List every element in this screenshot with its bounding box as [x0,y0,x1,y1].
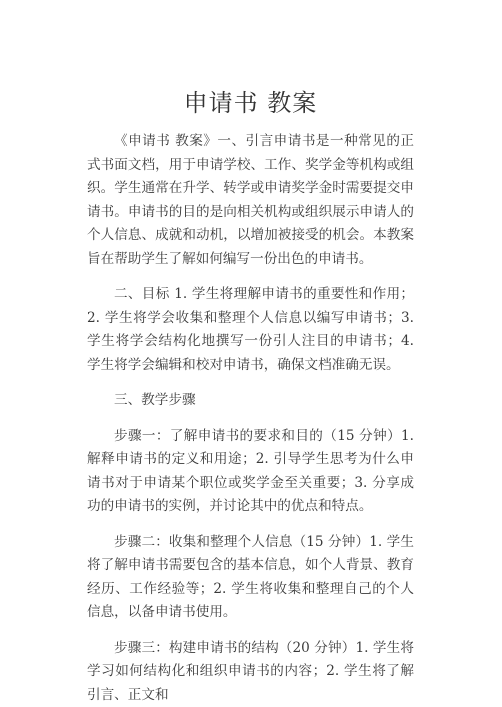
section-heading-teaching-steps: 三、教学步骤 [87,389,414,413]
paragraph-introduction: 《申请书 教案》一、引言申请书是一种常见的正式书面文档，用于申请学校、工作、奖学金等机构或组织。学生通常在升学、转学或申请奖学金时需要提交申请书。申请书的目的是向相关机构或组织展示申请人的个人信息、成就和动机，以增加被接受的机会。本教案旨在帮助学生了解如何编写一份出色的申请书。 [87,130,414,271]
document-title: 申请书 教案 [87,86,414,120]
paragraph-step-one: 步骤一：了解申请书的要求和目的（15 分钟）1. 解释申请书的定义和用途；2. 引导学生思考为什么申请书对于申请某个职位或奖学金至关重要；3. 分享成功的申请书的实例，并讨论其中的优点和特点。 [87,425,414,519]
paragraph-step-two: 步骤二：收集和整理个人信息（15 分钟）1. 学生将了解申请书需要包含的基本信息，如个人背景、教育经历、工作经验等；2. 学生将收集和整理自己的个人信息，以备申请书使用。 [87,531,414,625]
paragraph-step-three: 步骤三：构建申请书的结构（20 分钟）1. 学生将学习如何结构化和组织申请书的内容；2. 学生将了解引言、正文和 [87,637,414,707]
paragraph-goals: 二、目标 1. 学生将理解申请书的重要性和作用；2. 学生将学会收集和整理个人信息以编写申请书；3. 学生将学会结构化地撰写一份引人注目的申请书；4. 学生将学会编辑和校对申请书，确保文档准确无误。 [87,283,414,377]
